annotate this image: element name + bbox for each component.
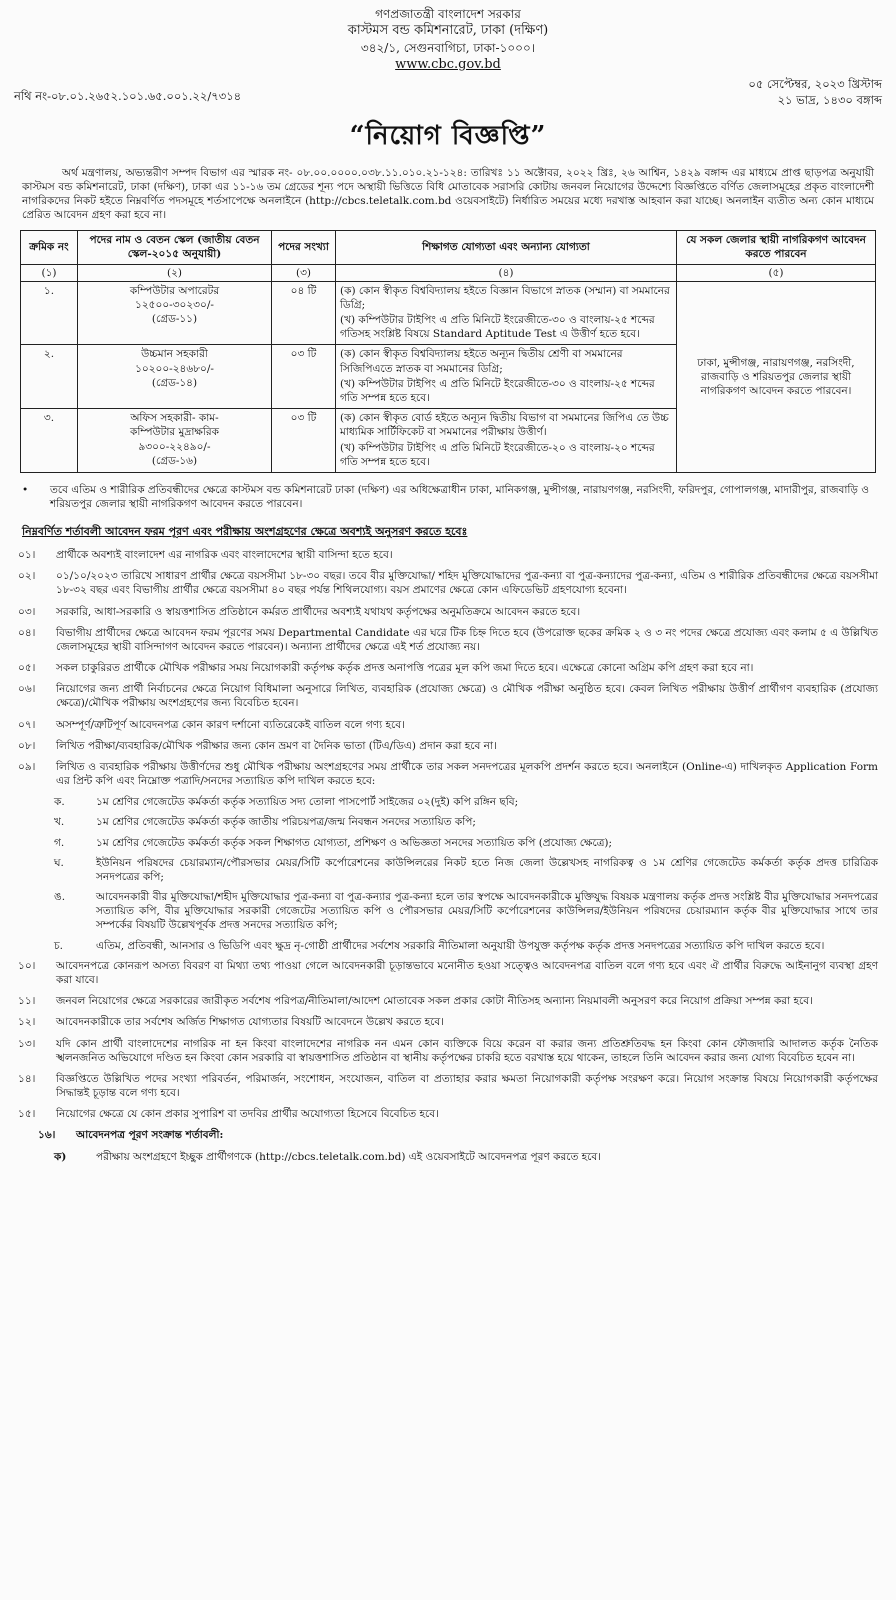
sub-item-text: ইউনিয়ন পরিষদের চেয়ারম্যান/পৌরসভার মেয়র/সিটি কর্পোরেশনের কাউন্সিলরের নিকট হতে নিজ জেলা উল্লেখসহ নাগরিকত্ব ও ১ম শ্রেণির গেজেটেড কর্মকর্তা কর্তৃক প্রদত্ত চারিত্রিক সনদপত্রের কপি; [96, 856, 878, 883]
index-cell: (৪) [336, 264, 677, 281]
index-cell: (২) [78, 264, 272, 281]
conditions-list [14, 548, 882, 1164]
list-item [18, 682, 878, 711]
item-text: জনবল নিয়োগের ক্ষেত্রে সরকারের জারীকৃত সর্বশেষ পরিপত্র/নীতিমালা/আদেশ মোতাবেক সকল প্রকার কোটা নীতিসহ অন্যান্য নিয়মাবলী অনুসরণ করে নিয়োগ প্রক্রিয়া সম্পন্ন করা হবে। [56, 995, 813, 1008]
table-header-row [21, 231, 876, 264]
list-item [18, 605, 878, 620]
index-cell: (৩) [272, 264, 336, 281]
list-item [18, 661, 878, 676]
sub-item-text: ১ম শ্রেণির গেজেটেড কর্মকর্তা কর্তৃক সকল শিক্ষাগত যোগ্যতা, প্রশিক্ষণ ও অভিজ্ঞতা সনদের সত্যায়িত কপি (প্রযোজ্য ক্ষেত্রে); [96, 836, 613, 849]
list-item [18, 1037, 878, 1066]
qualification-cell [336, 345, 677, 409]
sub-item-letter: চ. [54, 939, 64, 952]
item-number: ১৫। [18, 1108, 36, 1121]
note-text: তবে এতিম ও শারীরিক প্রতিবন্ধীদের ক্ষেত্রে কাস্টমস বন্ড কমিশনারেট ঢাকা (দক্ষিণ) এর অধিক্ষেত্রাধীন ঢাকা, মানিকগঞ্জ, মুন্সীগঞ্জ, নারায়ণগঞ্জ, নরসিংদী, ফরিদপুর, গোপালগঞ্জ, মাদারীপুর, রাজবাড়ি ও শরিয়তপুর জেলার স্থায়ী নাগরিকগণ আবেদন করতে পারবেন। [50, 483, 869, 511]
item-number: ০৮। [18, 739, 36, 752]
sub-list-item [54, 856, 878, 884]
grade: (গ্রেড-১৬) [151, 454, 198, 467]
list-item [18, 760, 878, 789]
intro-paragraph: অর্থ মন্ত্রণালয়, অভ্যন্তরীণ সম্পদ বিভাগ এর স্মারক নং- ০৮.০০.০০০০.০৩৮.১১.০১০.২১-১২৪: তারিখঃ ১১ অক্টোবর, ২০২২ খ্রিঃ, ২৬ আশ্বিন, ১৪২৯ বঙ্গাব্দ এর মাধ্যমে প্রাপ্ত ছাড়পত্র অনুযায়ী কাস্টমস বন্ড কমিশনারেট, ঢাকা (দক্ষিণ), ঢাকা এর ১১-১৬ তম গ্রেডের শূন্য পদে অস্থায়ী ভিত্তিতে বিধি মোতাবেক সরাসরি কোটায় জনবল নিয়োগের উদ্দেশ্যে বিজ্ঞপ্তিতে বর্ণিত জেলাসমূহের প্রকৃত বাংলাদেশী নাগরিকদের নিকট হইতে নিম্নবর্ণিত পদসমূহে শর্তসাপেক্ষে অনলাইনে (http://cbcs.teletalk.com.bd ওয়েবসাইটে) নির্ধারিত সময়ের মধ্যে দরখাস্ত আহবান করা যাচ্ছে। অনলাইন ব্যতীত অন্য কোন মাধ্যমে প্রেরিত আবেদন গ্রহণ করা হবে না। [22, 166, 874, 222]
item-number: ০৫। [18, 662, 36, 675]
post-name-line2: কম্পিউটার মুদ্রাক্ষরিক [129, 426, 220, 439]
col-header-qualification: শিক্ষাগত যোগ্যতা এবং অন্যান্য যোগ্যতা [336, 231, 677, 264]
qualification-item: (খ) কম্পিউটার টাইপিং এ প্রতি মিনিটে ইংরেজীতে-২০ ও বাংলায়-২০ শব্দের গতি সম্পন্ন হতে হবে। [340, 441, 655, 468]
post-cell [78, 281, 272, 345]
list-item [18, 1107, 878, 1122]
sub-item-text: আবেদনকারী বীর মুক্তিযোদ্ধা/শহীদ মুক্তিযোদ্ধার পুত্র-কন্যা বা পুত্র-কন্যার পুত্র-কন্যা হলে তার স্বপক্ষে আবেদনকারীকে মুক্তিযুদ্ধ বিষয়ক মন্ত্রণালয় কর্তৃক প্রদত্ত সংশ্লিষ্ট বীর মুক্তিযোদ্ধার সনদপত্রের সত্যায়িত কপি, বীর মুক্তিযোদ্ধার সরকারী গেজেটের সত্যায়িত কপি ও পৌরসভার মেয়র/সিটি কর্পোরেশনের কাউন্সিলর/ইউনিয়ন পরিষদের চেয়ারম্যান কর্তৃক বীর মুক্তিযোদ্ধার সাথে তার সম্পর্কের বিষয়টি উল্লেখপূর্বক প্রদত্ত সনদের সত্যায়িত কপি; [96, 891, 878, 932]
item-text: প্রার্থীকে অবশ্যই বাংলাদেশ এর নাগরিক এবং বাংলাদেশের স্থায়ী বাসিন্দা হতে হবে। [56, 549, 393, 562]
item-number: ০৯। [18, 760, 36, 773]
sub-list-item [54, 836, 878, 850]
count-cell: ০৪ টি [272, 281, 336, 345]
item-number: ১২। [18, 1016, 36, 1029]
qualification-item: (খ) কম্পিউটার টাইপিং এ প্রতি মিনিটে ইংরেজীতে-৩০ ও বাংলায়-২৫ শব্দের গতি সম্পন্ন হতে হবে। [340, 377, 655, 404]
sub-item-letter: খ. [54, 816, 65, 829]
sub-item-letter: গ. [54, 836, 65, 849]
item-text: আবেদনপত্র পূরণ সংক্রান্ত শর্তাবলী: [76, 1129, 224, 1142]
office-address: ৩৪২/১, সেগুনবাগিচা, ঢাকা-১০০০। [360, 40, 536, 55]
col-header-districts: যে সকল জেলার স্থায়ী নাগরিকগণ আবেদন করতে পারবেন [677, 231, 876, 264]
post-cell [78, 409, 272, 473]
qualification-item: (ক) কোন স্বীকৃত বিশ্ববিদ্যালয় হইতে বিজ্ঞান বিভাগে স্নাতক (সম্মান) বা সমমানের ডিগ্রি; [340, 284, 670, 311]
qualification-cell [336, 281, 677, 345]
serial-cell: ৩. [21, 409, 78, 473]
item-text: যদি কোন প্রার্থী বাংলাদেশের নাগরিক না হন কিংবা বাংলাদেশের নাগরিক নন এমন কোন ব্যক্তিকে বিয়ে করেন বা করার জন্য প্রতিশ্রুতিবদ্ধ হন কিংবা কোন ফৌজদারি আদালত কর্তৃক নৈতিক স্খলনজনিত অভিযোগে দণ্ডিত হন কিংবা কোন সরকারি বা স্বায়ত্তশাসিত প্রতিষ্ঠান বা স্থানীয় কর্তৃপক্ষের চাকরি হতে বরখাস্ত হয়ে থাকেন, তাহলে তিনি আবেদন করার জন্য যোগ্য বিবেচিত হবেন না। [56, 1037, 878, 1064]
item-text: বিজ্ঞপ্তিতে উল্লিখিত পদের সংখ্যা পরিবর্তন, পরিমার্জন, সংশোধন, সংযোজন, বাতিল বা প্রত্যাহার করার ক্ষমতা নিয়োগকারী কর্তৃপক্ষ সংরক্ষণ করে। নিয়োগ সংক্রান্ত বিষয়ে নিয়োগকারী কর্তৃপক্ষের সিদ্ধান্তই চূড়ান্ত বলে গণ্য হবে। [56, 1072, 878, 1100]
item-number: ০২। [18, 570, 36, 583]
list-item [18, 1072, 878, 1101]
list-item [38, 1128, 878, 1143]
table-row [21, 281, 876, 345]
sub-item-text: ১ম শ্রেণির গেজেটেড কর্মকর্তা কর্তৃক জাতীয় পরিচয়পত্র/জন্ম নিবন্ধন সনদের সত্যায়িত কপি; [96, 816, 476, 829]
sub-list-item [54, 795, 878, 809]
item-number: ১৪। [18, 1072, 36, 1085]
districts-cell: ঢাকা, মুন্সীগঞ্জ, নারায়ণগঞ্জ, নরসিংদী, রাজবাড়ি ও শরিয়তপুর জেলার স্থায়ী নাগরিকগণ আবেদন করতে পারবেন। [677, 281, 876, 472]
posts-table [20, 230, 876, 473]
list-item [18, 994, 878, 1009]
sub-item-letter: ক) [54, 1150, 67, 1163]
sub-item-letter: ঘ. [54, 856, 64, 869]
sub-item-text: এতিম, প্রতিবন্ধী, আনসার ও ভিডিপি এবং ক্ষুদ্র নৃ-গোষ্ঠী প্রার্থীদের সর্বশেষ সরকারি নীতিমালা অনুযায়ী উপযুক্ত কর্তৃপক্ষ কর্তৃক প্রদত্ত সনদপত্রের সত্যায়িত কপি দাখিল করতে হবে। [96, 939, 825, 952]
post-name: কম্পিউটার অপারেটর [129, 284, 220, 297]
grade: (গ্রেড-১৪) [151, 376, 198, 389]
item-number: ০৪। [18, 626, 36, 639]
website-link[interactable]: www.cbc.gov.bd [395, 56, 501, 72]
item-number: ১০। [18, 959, 36, 972]
item-text: নিয়োগের জন্য প্রার্থী নির্বাচনের ক্ষেত্রে নিয়োগ বিধিমালা অনুসারে লিখিত, ব্যবহারিক (প্রযোজ্য ক্ষেত্রে) ও মৌখিক পরীক্ষা অনুষ্ঠিত হবে। কেবল লিখিত পরীক্ষায় উত্তীর্ণ প্রার্থীগণ ব্যবহারিক (প্রযোজ্য ক্ষেত্রে)/মৌখিক পরীক্ষায় অংশগ্রহণের জন্য বিবেচিত হবেন। [56, 683, 878, 710]
list-item [18, 739, 878, 754]
conditions-heading: নিম্নবর্ণিত শর্তাবলী আবেদন ফরম পূরণ এবং পরীক্ষায় অংশগ্রহণের ক্ষেত্রে অবশ্যই অনুসরণ করতে হবেঃ [22, 525, 468, 539]
sub-list-item [54, 890, 878, 933]
col-header-serial: ক্রমিক নং [21, 231, 78, 264]
qualification-item: (ক) কোন স্বীকৃত বোর্ড হইতে অন্যূন দ্বিতীয় বিভাগ বা সমমানের জিপিএ তে উচ্চ মাধ্যমিক সার্টিফিকেট বা সমমানের পরীক্ষায় উত্তীর্ণ। [340, 412, 669, 439]
post-name: অফিস সহকারী- কাম- [130, 412, 219, 425]
sub-item-text: পরীক্ষায় অংশগ্রহণে ইচ্ছুক প্রার্থীগণকে (http://cbcs.teletalk.com.bd) এই ওয়েবসাইটে আবেদনপত্র পূরণ করতে হবে। [96, 1150, 601, 1163]
sub-item-letter: ক. [54, 796, 65, 809]
date-gregorian: ০৫ সেপ্টেম্বর, ২০২৩ খ্রিস্টাব্দ [748, 77, 882, 92]
col-header-post: পদের নাম ও বেতন স্কেল (জাতীয় বেতন স্কেল-২০১৫ অনুযায়ী) [78, 231, 272, 264]
item-number: ১৩। [18, 1037, 36, 1050]
item-text: লিখিত ও ব্যবহারিক পরীক্ষায় উত্তীর্ণদের শুধু মৌখিক পরীক্ষায় অংশগ্রহণের সময় প্রার্থীকে তার সকল সনদপত্রের মূলকপি প্রদর্শন করতে হবে। অনলাইনে (Online-এ) দাখিলকৃত Application Form এর প্রিন্ট কপি এবং নিম্নোক্ত পত্রাদি/সনদের সত্যায়িত কপি দাখিল করতে হবে: [56, 760, 878, 788]
item-text: আবেদনকারীকে তার সর্বশেষ অর্জিত শিক্ষাগত যোগ্যতার বিষয়টি আবেদনে উল্লেখ করতে হবে। [56, 1016, 444, 1029]
sub-item-letter: ঙ. [54, 891, 66, 904]
sub-item-text: ১ম শ্রেণির গেজেটেড কর্মকর্তা কর্তৃক সত্যায়িত সদ্য তোলা পাসপোর্ট সাইজের ০২(দুই) কপি রঙ্গিন ছবি; [96, 796, 519, 809]
govt-name: গণপ্রজাতন্ত্রী বাংলাদেশ সরকার [375, 7, 521, 21]
item-text: বিভাগীয় প্রার্থীদের ক্ষেত্রে আবেদন ফরম পূরণের সময় Departmental Candidate এর ঘরে টিক চিহ্ন দিতে হবে (উপরোক্ত ছকের ক্রমিক ২ ও ৩ নং পদের ক্ষেত্রে প্রযোজ্য এবং কলাম ৫ এ উল্লিখিত জেলাসমূহের স্থায়ী বাসিন্দাগণ আবেদন করতে পারবেন)। অন্যান্য প্রার্থীদের ক্ষেত্রে এই শর্ত প্রযোজ্য নয়। [56, 626, 878, 653]
reference-row [14, 77, 882, 108]
item-text: ০১/১০/২০২৩ তারিখে সাধারণ প্রার্থীর ক্ষেত্রে বয়সসীমা ১৮-৩০ বছর। তবে বীর মুক্তিযোদ্ধা/ শহিদ মুক্তিযোদ্ধাদের পুত্র-কন্যা বা পুত্র-কন্যাদের পুত্র-কন্যা, এতিম ও শারীরিক প্রতিবন্ধীদের ক্ষেত্রে বয়সসীমা ১৮-৩২ বছর এবং বিভাগীয় প্রার্থীর ক্ষেত্রে বয়সসীমা ৪০ বছর পর্যন্ত শিথিলযোগ্য। বয়স প্রমাণের ক্ষেত্রে কোন এফিডেভিট গ্রহণযোগ্য হবেনা। [56, 570, 878, 597]
special-note [22, 483, 874, 511]
sub-list-item [54, 815, 878, 829]
notice-title: “নিয়োগ বিজ্ঞপ্তি” [349, 120, 547, 151]
date-bengali: ২১ ভাদ্র, ১৪৩০ বঙ্গাব্দ [777, 92, 882, 107]
notice-dates [748, 77, 882, 108]
item-number: ০৩। [18, 605, 36, 618]
sub-list-item [54, 939, 878, 953]
grade: (গ্রেড-১১) [151, 313, 198, 326]
item-text: নিয়োগের ক্ষেত্রে যে কোন প্রকার সুপারিশ বা তদবির প্রার্থীর অযোগ্যতা হিসেবে বিবেচিত হবে। [56, 1108, 439, 1121]
pay-scale: ১০২০০-২৪৬৮০/- [135, 362, 214, 375]
list-item [18, 959, 878, 988]
count-cell: ০৩ টি [272, 409, 336, 473]
list-item [18, 626, 878, 655]
memo-number: নথি নং-০৮.০১.২৬৫২.১০১.৬৫.০০১.২২/৭৩১৪ [14, 89, 242, 104]
item-text: অসম্পূর্ণ/ত্রুটিপূর্ণ আবেদনপত্র কোন কারণ দর্শানো ব্যতিরেকেই বাতিল বলে গণ্য হবে। [56, 718, 405, 731]
serial-cell: ১. [21, 281, 78, 345]
post-cell [78, 345, 272, 409]
list-item [18, 548, 878, 563]
qualification-item: (ক) কোন স্বীকৃত বিশ্ববিদ্যালয় হইতে অন্যূন দ্বিতীয় শ্রেণী বা সমমানের সিজিপিএতে স্নাতক বা সমমানের ডিগ্রি; [340, 348, 623, 375]
list-item [18, 1015, 878, 1030]
item-text: সকল চাকুরিরত প্রার্থীকে মৌখিক পরীক্ষার সময় নিয়োগকারী কর্তৃপক্ষ কর্তৃক প্রদত্ত অনাপত্তি পত্রের মূল কপি জমা দিতে হবে। এক্ষেত্রে কোনো অগ্রিম কপি গ্রহণ করা হবে না। [56, 662, 754, 675]
count-cell: ০৩ টি [272, 345, 336, 409]
qualification-item: (খ) কম্পিউটার টাইপিং এ প্রতি মিনিটে ইংরেজীতে-৩০ ও বাংলায়-২৫ শব্দের গতিসহ সংশ্লিষ্ট বিষয়ে Standard Aptitude Test এ উত্তীর্ণ হতে হবে। [340, 314, 655, 341]
serial-cell: ২. [21, 345, 78, 409]
bullet-icon: • [22, 483, 29, 496]
pay-scale: ৯৩০০-২২৪৯০/- [138, 440, 211, 453]
item-number: ১৬। [38, 1129, 56, 1142]
item-number: ১১। [18, 995, 36, 1008]
list-item [18, 569, 878, 598]
list-item [18, 718, 878, 733]
item-text: সরকারি, আধা-সরকারি ও স্বায়ত্তশাসিত প্রতিষ্ঠানে কর্মরত প্রার্থীদের অবশ্যই যথাযথ কর্তৃপক্ষের অনুমতিক্রমে আবেদন করতে হবে। [56, 605, 581, 618]
qualification-cell [336, 409, 677, 473]
item-text: লিখিত পরীক্ষা/ব্যবহারিক/মৌখিক পরীক্ষার জন্য কোন ভ্রমণ বা দৈনিক ভাতা (টিএ/ডিএ) প্রদান করা হবে না। [56, 739, 497, 752]
item-text: আবেদনপত্রে কোনরূপ অসত্য বিবরণ বা মিথ্যা তথ্য পাওয়া গেলে আবেদনকারী চূড়ান্তভাবে মনোনীত হওয়া সত্ত্বেও আবেদনপত্র বাতিল বলে গণ্য হবে এবং ঐ প্রার্থীর বিরুদ্ধে আইনানুগ ব্যবস্থা গ্রহণ করা যাবে। [56, 959, 878, 986]
item-number: ০৭। [18, 718, 36, 731]
post-name: উচ্চমান সহকারী [141, 348, 208, 361]
table-index-row [21, 264, 876, 281]
item-number: ০৬। [18, 683, 36, 696]
sub-list-item [54, 1150, 878, 1164]
col-header-count: পদের সংখ্যা [272, 231, 336, 264]
index-cell: (১) [21, 264, 78, 281]
pay-scale: ১২৫০০-৩০২৩০/- [135, 298, 214, 311]
item-number: ০১। [18, 549, 36, 562]
index-cell: (৫) [677, 264, 876, 281]
office-name: কাস্টমস বন্ড কমিশনারেট, ঢাকা (দক্ষিণ) [347, 23, 549, 39]
